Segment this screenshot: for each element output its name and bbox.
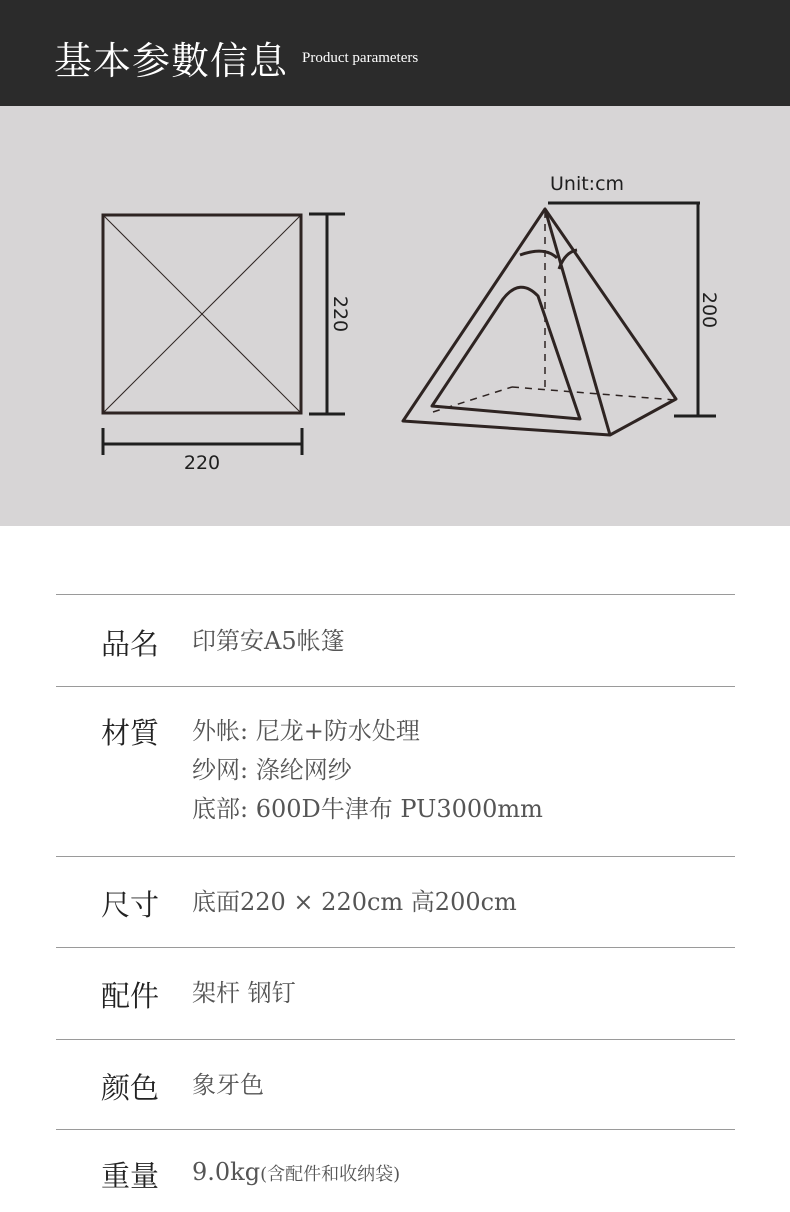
spec-label: 配件	[101, 979, 160, 1013]
spec-label: 尺寸	[101, 888, 160, 922]
spec-row-weight	[56, 1129, 735, 1209]
page-header	[0, 0, 790, 106]
floor-width-dimension-line	[103, 428, 302, 455]
spec-row-size	[56, 856, 735, 947]
header-title: 基本参數信息	[54, 39, 289, 83]
spec-value: 印第安A5帐篷	[192, 627, 345, 655]
spec-row-accessories	[56, 947, 735, 1039]
spec-value: 象牙色	[192, 1071, 264, 1099]
dimension-drawing	[0, 106, 790, 526]
spec-label: 重量	[101, 1159, 160, 1193]
spec-label: 品名	[101, 627, 160, 661]
spec-label: 材質	[101, 716, 160, 750]
spec-label: 颜色	[101, 1071, 160, 1105]
spec-row-material	[56, 686, 735, 856]
spec-value: 架杆 钢钉	[192, 979, 296, 1007]
floor-plan	[103, 215, 301, 413]
spec-row-name	[56, 594, 735, 686]
spec-value: 底部: 600D牛津布 PU3000mm	[192, 795, 543, 823]
unit-label: Unit:cm	[550, 173, 625, 195]
spec-value: 纱网: 涤纶网纱	[192, 756, 352, 784]
height-label: 200	[698, 291, 720, 329]
header-subtitle: Product parameters	[302, 50, 419, 66]
spec-value: 外帐: 尼龙+防水处理	[192, 717, 420, 745]
spec-value	[192, 1153, 400, 1194]
floor-width-label: 220	[183, 452, 221, 474]
tent-dimension-diagram	[0, 106, 790, 526]
spec-row-color	[56, 1039, 735, 1129]
weight-value: 9.0kg	[192, 1158, 261, 1186]
spec-value: 底面220 × 220cm 高200cm	[192, 888, 517, 916]
weight-note: (含配件和收纳袋)	[260, 1164, 401, 1185]
spec-table	[56, 594, 735, 1209]
tent-illustration	[403, 209, 676, 435]
floor-depth-label: 220	[329, 295, 351, 333]
